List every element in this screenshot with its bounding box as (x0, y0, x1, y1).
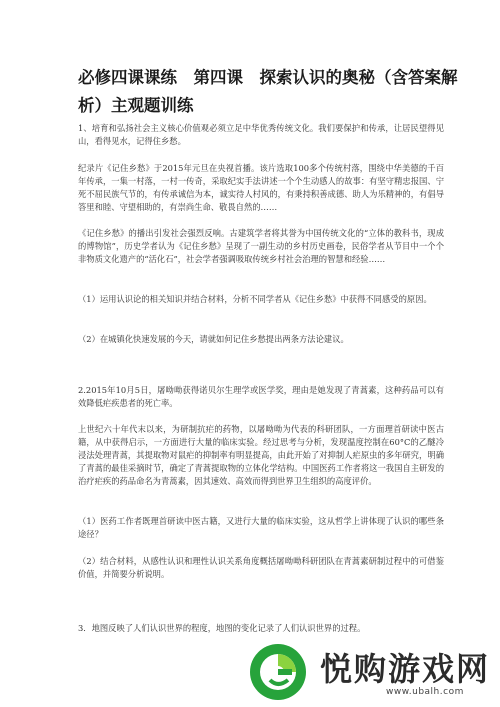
paragraph-q2-question1: （1）医药工作者既理首研读中医古籍，又进行大量的临床实验，这从哲学上讲体现了认识的哪些条途径？ (78, 516, 444, 539)
paragraph-q1-intro: 1、培育和弘扬社会主义核心价值观必须立足中华优秀传统文化。我们要保护和传承，让居民望得见山，看得见水，记得住乡愁。 (78, 123, 444, 146)
watermark-brand: 悦购游戏网 (320, 650, 491, 688)
document-title: 必修四课课练 第四课 探索认识的奥秘（含答案解析）主观题训练 (78, 68, 458, 115)
paragraph-q1-question1: （1）运用认识论的相关知识并结合材料，分析不同学者从《记住乡愁》中获得不同感受的原因。 (78, 294, 432, 304)
paragraph-q1-material: 纪录片《记住乡愁》于2015年元旦在央视首播。该片选取100多个传统村落，围绕中华美德的千百年传承，一集一村落，一村一传奇，采取纪实手法讲述一个个生动感人的故事：有坚守精忠报国、宁死不屈民族气节的，有传承诚信为本，诚实待人村风的，有秉持积善成德、助人为乐精神的，有倡导答里和睦、守望相助的，有崇尚生命、敬畏自然的…… (78, 163, 444, 212)
paragraph-q1-question2: （2）在城镇化快速发展的今天，请就如何记住乡愁提出两条方法论建议。 (78, 334, 349, 344)
paragraph-q3-intro: 3．地图反映了人们认识世界的程度，地图的变化记录了人们认识世界的过程。 (78, 623, 366, 633)
brand-logo-icon (248, 642, 308, 702)
paragraph-q2-question2: （2）结合材料，从感性认识和理性认识关系角度概括屠呦呦科研团队在青蒿素研制过程中的可借鉴价值，并简要分析说明。 (78, 556, 444, 579)
watermark-url: www.ubalh.com (386, 687, 464, 697)
paragraph-q1-reaction: 《记住乡愁》的播出引发社会强烈反响。古建筑学者将其誉为中国传统文化的“立体的教科书，现成的博物馆”，历史学者认为《记住乡愁》呈现了一副生动的乡村历史画卷，民俗学者从节目中一个个非物质文化遗产的“活化石”，社会学者强调吸取传统乡村社会治理的智慧和经验…… (78, 228, 444, 264)
paragraph-q2-material: 上世纪六十年代末以来，为研制抗疟的药物，以屠呦呦为代表的科研团队，一方面理首研读中医古籍，从中获得启示，一方面进行大量的临床实验。经过思考与分析，发现温度控制在60°C的乙醚冷浸法处理青蒿，其提取物对鼠疟的抑制率有明显提高，由此开始了对抑制人疟原虫的多年研究，明确了青蒿的最佳采摘时节，确定了青蒿提取物的立体化学结构。中国医药工作者将这一我国自主研发的治疗疟疾的药品命名为青蒿素，因其速效、高效而得到世界卫生组织的高度评价。 (78, 424, 444, 486)
watermark-logo (244, 638, 500, 707)
paragraph-q2-intro: 2.2015年10月5日，屠呦呦获得诺贝尔生理学或医学奖，理由是她发现了青蒿素，这种药品可以有效降低疟疾患者的死亡率。 (78, 385, 444, 408)
